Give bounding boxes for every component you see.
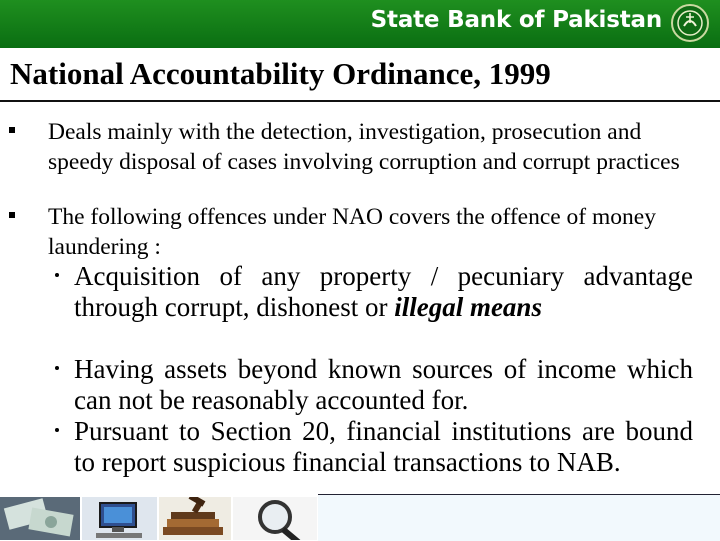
money-icon xyxy=(0,497,80,540)
header-bar xyxy=(0,0,720,48)
sbp-emblem-icon xyxy=(670,3,710,43)
square-bullet-icon xyxy=(9,127,15,133)
bullet-item: Deals mainly with the detection, investigation, prosecution and speedy disposal of cases involving corruption and corrupt practices xyxy=(48,119,680,175)
magnifier-icon xyxy=(233,497,317,540)
bullet-item: The following offences under NAO covers the offence of money laundering : xyxy=(48,204,656,260)
sub-bullet-item: Pursuant to Section 20, financial institutions are bound to report suspicious financial transactions to NAB. xyxy=(74,416,693,477)
page-title: National Accountability Ordinance, 1999 xyxy=(10,56,551,91)
sub-bullet-text: Acquisition of any property / pecuniary advantage through corrupt, dishonest or xyxy=(74,261,693,322)
sub-bullet-item: Having assets beyond known sources of income which can not be reasonably accounted for. xyxy=(74,354,693,415)
dot-bullet-icon xyxy=(55,273,59,277)
computer-icon xyxy=(82,497,157,540)
dot-bullet-icon xyxy=(55,366,59,370)
sub-bullet-item xyxy=(74,261,693,323)
title-divider xyxy=(0,100,720,102)
brand-name: State Bank of Pakistan xyxy=(370,7,662,33)
square-bullet-icon xyxy=(9,212,15,218)
dot-bullet-icon xyxy=(55,428,59,432)
emphasis-text: illegal means xyxy=(394,292,542,322)
books-gavel-icon xyxy=(159,497,231,540)
footer-bar xyxy=(318,494,720,541)
